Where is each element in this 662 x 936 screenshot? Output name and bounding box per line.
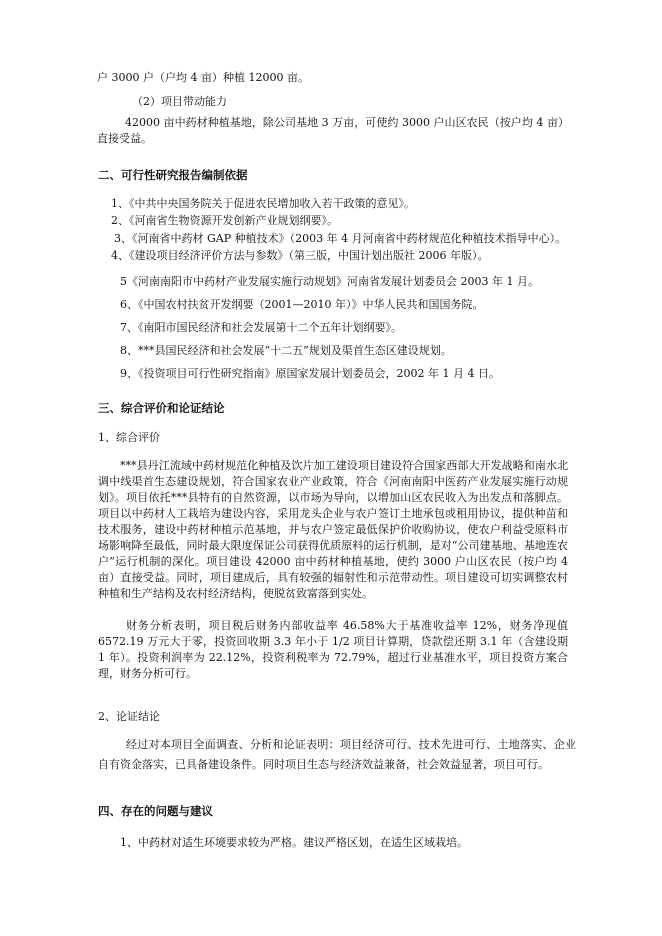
suggestion-item-1: 1、中药材对适生环境要求较为严格。建议严格区划，在适生区域栽培。: [120, 836, 468, 849]
section-4-title: 四、存在的问题与建议: [98, 804, 213, 818]
intro-paragraph: 42000 亩中药材种植基地，除公司基地 3 万亩，可使约 3000 户山区农民（按户均 4 亩）直接受益。: [97, 116, 569, 145]
basis-item-7: 7、《南阳市国民经济和社会发展第十二个五年计划纲要》。: [120, 321, 402, 334]
basis-item-9: 9、《投资项目可行性研究指南》原国家发展计划委员会，2002 年 1 月 4 日。: [120, 367, 500, 380]
section-2-title: 二、可行性研究报告编制依据: [98, 168, 248, 182]
subsection-title: 2、论证结论: [98, 710, 160, 723]
intro-line: 户 3000 户（户均 4 亩）种植 12000 亩。: [97, 71, 309, 84]
basis-item-6: 6、《中国农村扶贫开发纲要（2001—2010 年）》中华人民共和国国务院。: [120, 298, 484, 311]
subsection-title: （2）项目带动能力: [132, 95, 227, 108]
basis-item-3: 3、《河南省中药材 GAP 种植技术》（2003 年 4 月河南省中药材规范化种植技术指导中心）。: [114, 232, 567, 245]
basis-item-5: 5《河南南阳市中药材产业发展实施行动规划》河南省发展计划委员会 2003 年 1 月。: [120, 275, 539, 288]
basis-item-4: 4、《建设项目经济评价方法与参数》（第三版，中国计划出版社 2006 年版）。: [111, 249, 489, 262]
financial-analysis-paragraph: 财务分析表明，项目税后财务内部收益率 46.58%大于基准收益率 12%，财务净现值 6572.19 万元大于零，投资回收期 3.3 年小于 1/2 项目计算期，贷款偿还期 3.1 年（含建设期 1 年）。投资利润率为 22.12%，投资利税率为 72.79%，超过行业基准水平，项目投资方案合理，财务分析可行。: [98, 619, 568, 680]
basis-item-1: 1、《中共中央国务院关于促进农民增加收入若干政策的意见》。: [111, 197, 415, 210]
subsection-title: 1、综合评价: [98, 431, 160, 444]
basis-item-8: 8、***县国民经济和社会发展“十二五”规划及渠首生态区建设规划。: [120, 344, 452, 357]
conclusion-paragraph: 经过对本项目全面调查、分析和论证表明：项目经济可行、技术先进可行、土地落实、企业自有资金落实，已具备建设条件。同时项目生态与经济效益兼备，社会效益显著，项目可行。: [98, 738, 576, 771]
comprehensive-evaluation-paragraph: ***县丹江流域中药材规范化种植及饮片加工建设项目建设符合国家西部大开发战略和南水北调中线渠首生态建设规划，符合国家农业产业政策，符合《河南南阳中医药产业发展实施行动规划》。项目依托***县特有的自然资源，以市场为导向，以增加山区农民收入为出发点和落脚点。项目以中药材人工栽培为建设内容，采用龙头企业与农户签订土地承包或租用协议，提供种苗和技术服务，建设中药材种植示范基地，并与农户签定最低保护价收购协议，使农户利益受原料市场影响降至最低，同时最大限度保证公司获得优质原料的运行机制，是对“公司建基地、基地连农户”运行机制的深化。项目建设 42000 亩中药材种植基地，使约 3000 户山区农民（按户均 4 亩）直接受益。同时，项目建成后，具有较强的辐射性和示范带动性。项目建设可切实调整农村种植和生产结构及农村经济结构，使脱贫致富落到实处。: [98, 459, 568, 600]
basis-item-2: 2、《河南省生物资源开发创新产业规划纲要》。: [111, 214, 338, 227]
section-3-title: 三、综合评价和论证结论: [98, 401, 225, 415]
